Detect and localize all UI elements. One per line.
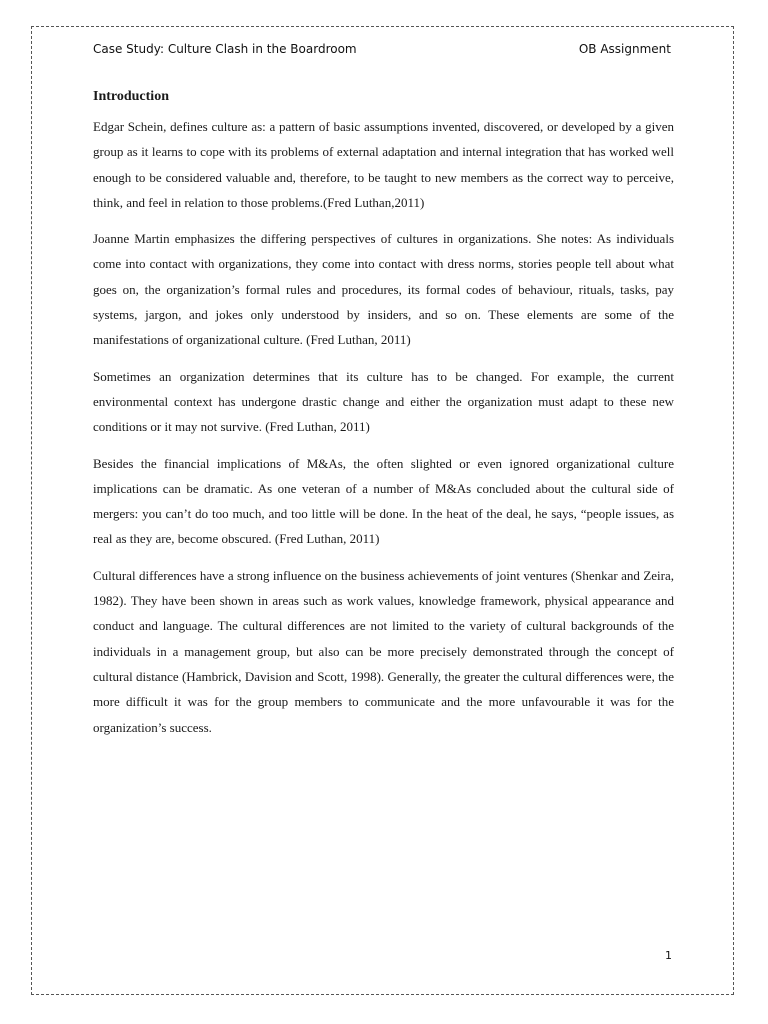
section-heading: Introduction	[93, 89, 169, 104]
header-title: Case Study: Culture Clash in the Boardroom	[93, 42, 357, 56]
paragraph-martin: Joanne Martin emphasizes the differing perspectives of cultures in organizations. She notes: As individuals come into contact with organizations, they come into contact with dress norms, stories people tell about what goes on, the organization’s formal rules and procedures, its formal codes of behaviour, rituals, tasks, pay systems, jargon, and jokes only understood by insiders, and so on. These elements are some of the manifestations of organizational culture. (Fred Luthan, 2011)	[93, 231, 674, 348]
header-course: OB Assignment	[578, 42, 671, 56]
page-number: 1	[665, 949, 672, 962]
page-header	[93, 42, 671, 56]
document-body	[93, 88, 674, 751]
paragraph-cultural-differences: Cultural differences have a strong influence on the business achievements of joint ventures (Shenkar and Zeira, 1982). They have been shown in areas such as work values, knowledge framework, physical appearance and conduct and language. The cultural differences are not limited to the variety of cultural backgrounds of the individuals in a management group, but also can be more precisely demonstrated through the concept of cultural distance (Hambrick, Davision and Scott, 1998). Generally, the greater the cultural differences were, the more difficult it was for the group members to communicate and the more unfavourable it was for the organization’s success.	[93, 567, 674, 735]
paragraph-change: Sometimes an organization determines that its culture has to be changed. For example, the current environmental context has undergone drastic change and either the organization must adapt to these new conditions or it may not survive. (Fred Luthan, 2011)	[93, 368, 674, 435]
paragraph-schein: Edgar Schein, defines culture as: a pattern of basic assumptions invented, discovered, or developed by a given group as it learns to cope with its problems of external adaptation and internal integration that has worked well enough to be considered valuable and, therefore, to be taught to new members as the correct way to perceive, think, and feel in relation to those problems.(Fred Luthan,2011)	[93, 119, 674, 210]
paragraph-mergers: Besides the financial implications of M&As, the often slighted or even ignored organizational culture implications can be dramatic. As one veteran of a number of M&As concluded about the cultural side of mergers: you can’t do too much, and too little will be done. In the heat of the deal, he says, “people issues, as real as they are, become obscured. (Fred Luthan, 2011)	[93, 455, 674, 547]
